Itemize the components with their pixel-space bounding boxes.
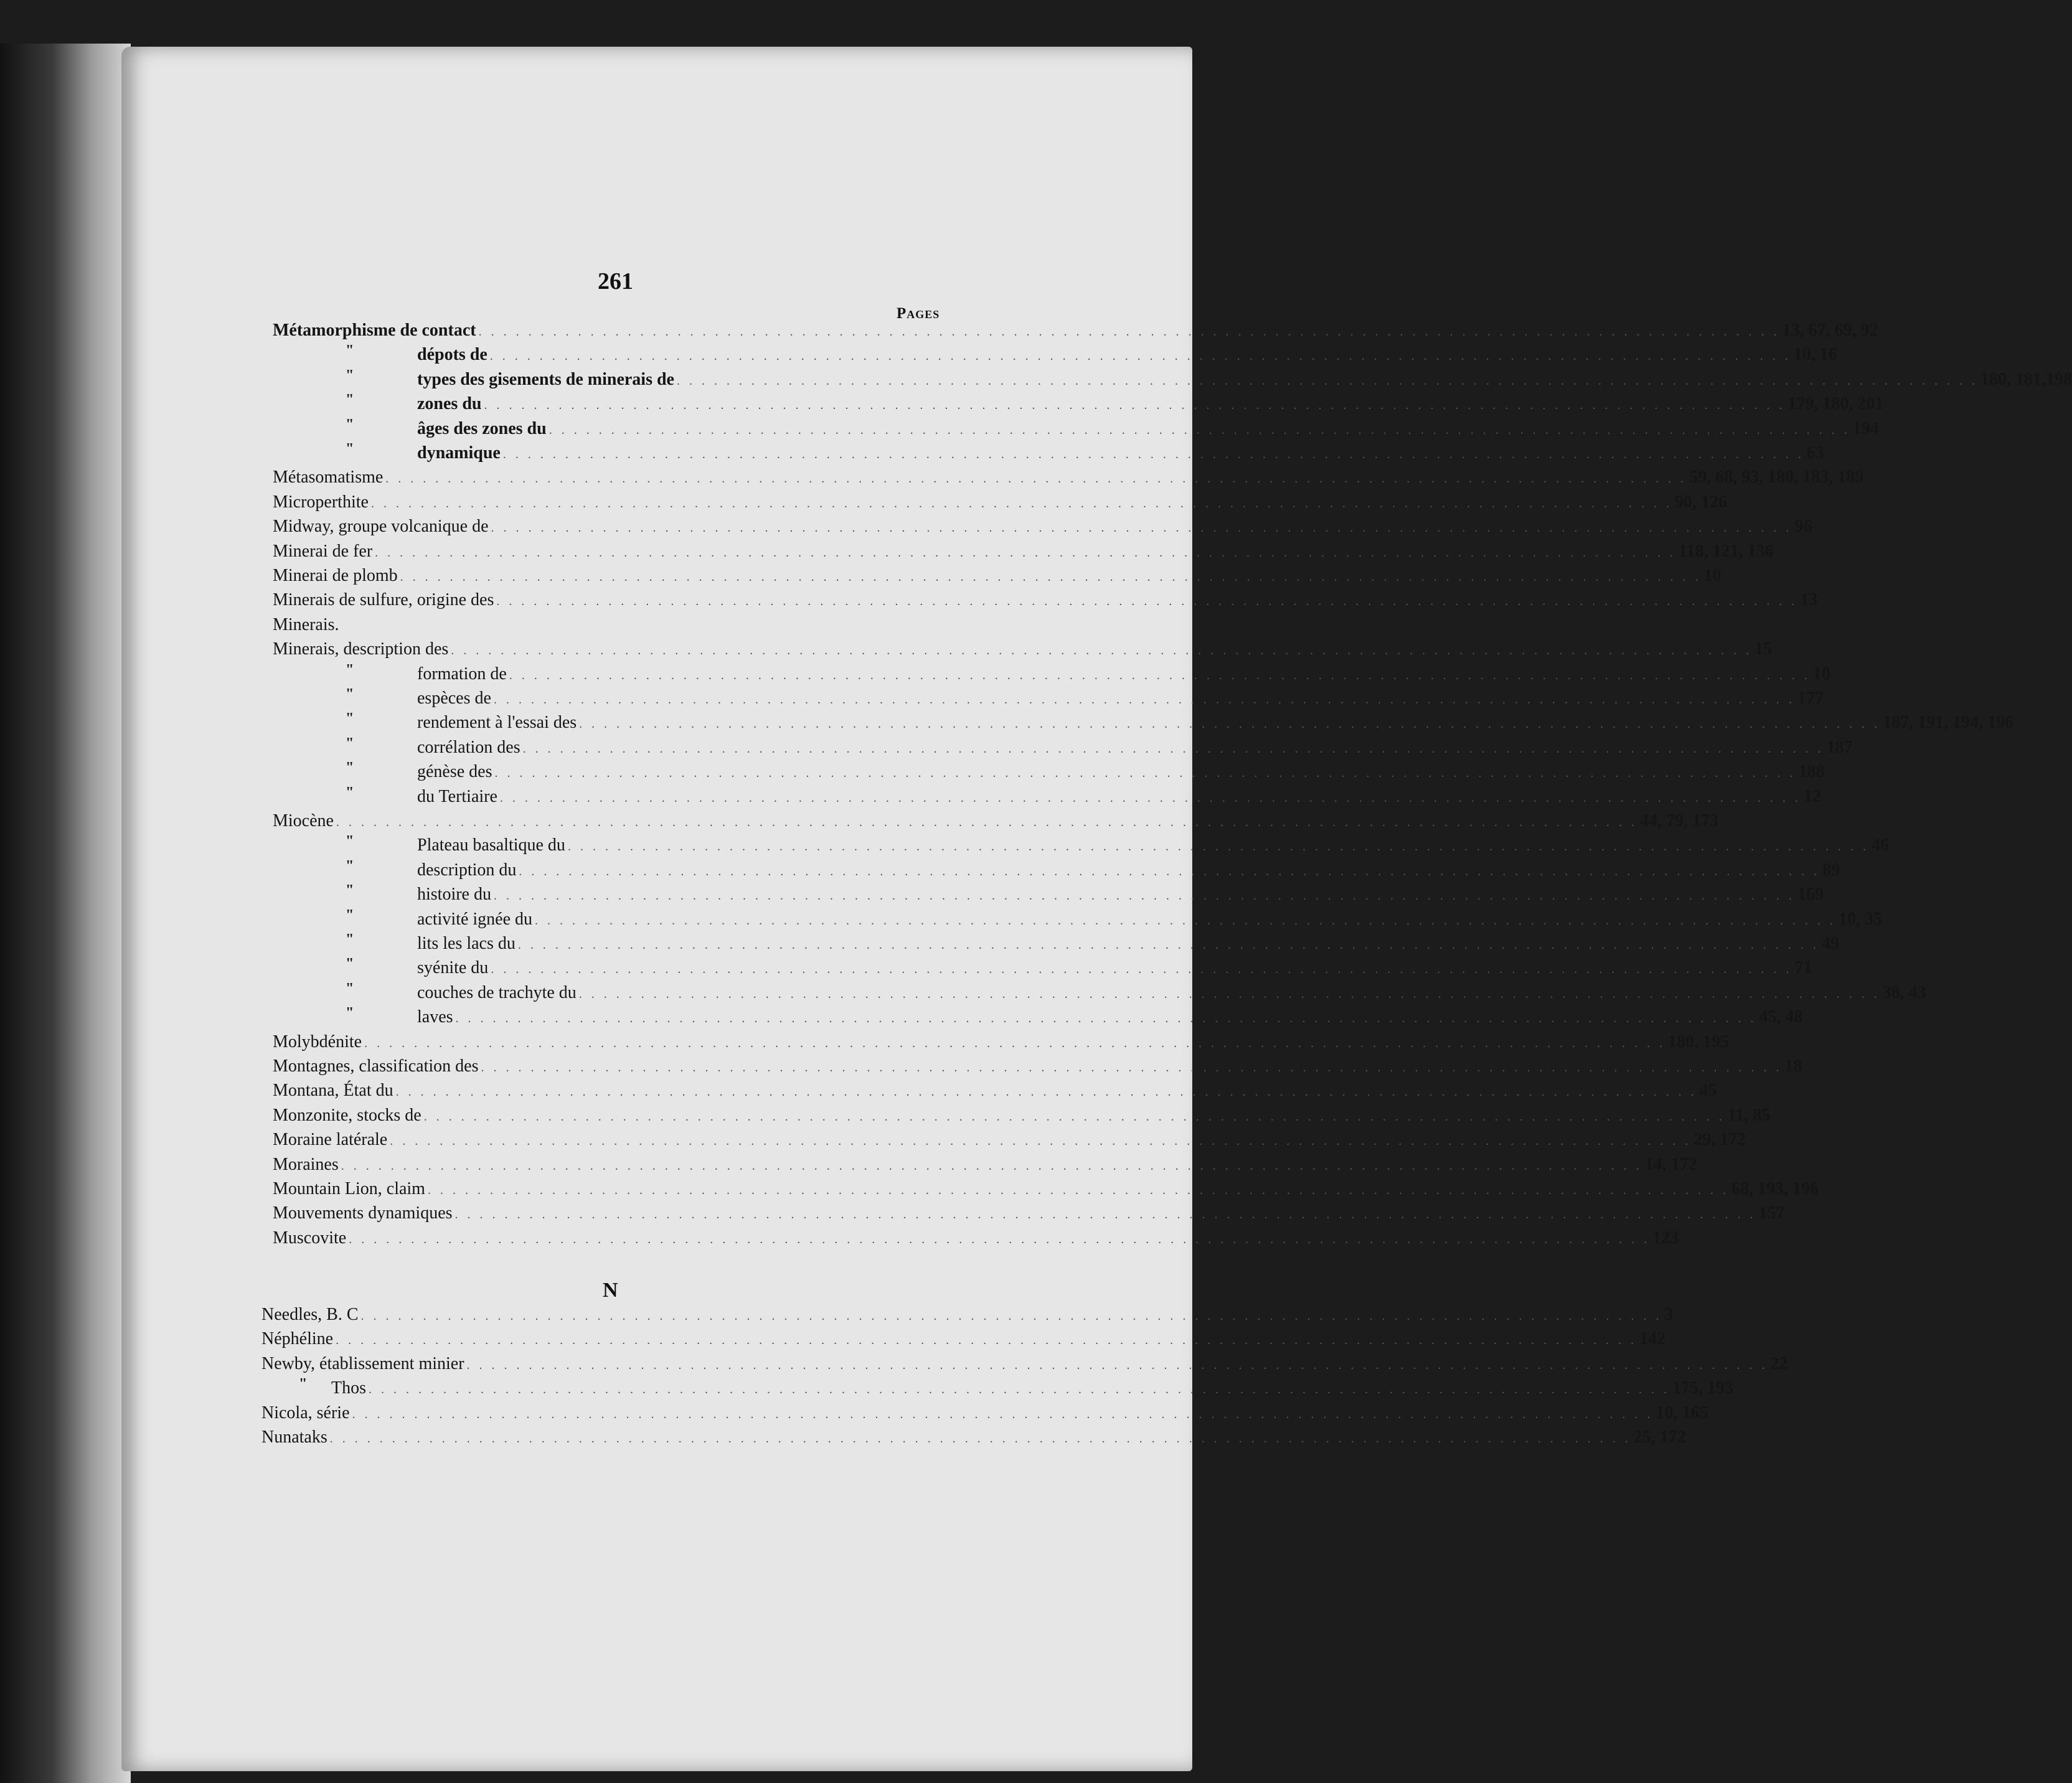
entry-pages: 10, 165 [1655, 1403, 1708, 1423]
ditto-mark: " [346, 956, 354, 972]
index-entry [417, 664, 1830, 687]
entry-label: Muscovite [273, 1228, 347, 1248]
index-entry [273, 1130, 1746, 1152]
ditto-mark: " [346, 857, 354, 874]
entry-pages: 11, 85 [1727, 1105, 1771, 1125]
entry-label: Métasomatisme [273, 468, 384, 487]
index-entry [273, 1203, 1785, 1226]
ditto-mark: " [346, 735, 354, 751]
dot-leader: . . . . . . . . . . . . . . . . . . . . . . . . . . . . . . . . . . . . . . . . . . . . . . . . . . . . . . . . . . . . . . . . . . . . . . . . . . . . . . . . . . . . . . . . . . . . . . . . . . . . . . . . . [494, 766, 1796, 781]
entry-label: âges des zones du [417, 418, 547, 438]
entry-pages: 46 [1871, 835, 1889, 855]
dot-leader: . . . . . . . . . . . . . . . . . . . . . . . . . . . . . . . . . . . . . . . . . . . . . . . . . . . . . . . . . . . . . . . . . . . . . . . . . . . . . . . . . . . . . . . . . . . . . . . . . . . . . . . . . [489, 349, 1791, 364]
index-entry [273, 590, 1818, 613]
dot-leader: . . . . . . . . . . . . . . . . . . . . . . . . . . . . . . . . . . . . . . . . . . . . . . . . . . . . . . . . . . . . . . . . . . . . . . . . . . . . . . . . . . . . . . . . . . . . . . . . . . . . . . . . . [451, 644, 1753, 658]
index-entry [261, 1353, 1788, 1376]
entry-pages: 10, 16 [1793, 345, 1837, 365]
dot-leader: . . . . . . . . . . . . . . . . . . . . . . . . . . . . . . . . . . . . . . . . . . . . . . . . . . . . . . . . . . . . . . . . . . . . . . . . . . . . . . . . . . . . . . . . . . . . . . . . . . . . . . . . . [454, 1208, 1756, 1222]
entry-pages: 59, 68, 93, 180, 183, 189 [1689, 468, 1864, 487]
index-entry [273, 615, 981, 637]
entry-label: laves [417, 1007, 453, 1027]
entry-label: description du [417, 860, 517, 880]
index-entry [273, 1154, 1697, 1177]
ditto-mark: " [346, 1005, 354, 1022]
entry-pages: 187, 191, 194, 196 [1883, 713, 2014, 733]
entry-label: Thos [331, 1378, 366, 1398]
entry-pages: 25, 172 [1633, 1428, 1686, 1447]
index-entry [273, 1228, 1679, 1251]
index-entry [273, 1056, 1802, 1079]
index-entry [273, 468, 1864, 490]
entry-pages: 44, 79, 173 [1639, 811, 1718, 830]
ditto-mark: " [346, 710, 354, 727]
dot-leader: . . . . . . . . . . . . . . . . . . . . . . . . . . . . . . . . . . . . . . . . . . . . . . . . . . . . . . . . . . . . . . . . . . . . . . . . . . . . . . . . . . . . . . . . . . . . . . . . . . . . . . . . . [535, 913, 1837, 928]
entry-label: Minerai de plomb [273, 566, 398, 585]
entry-label: Minerais, description des [273, 639, 449, 659]
section-letter-n: N [603, 1279, 618, 1302]
entry-label: Mountain Lion, claim [273, 1179, 425, 1198]
entry-pages: 90, 126 [1674, 492, 1727, 512]
entry-pages: 12 [1803, 786, 1821, 806]
entry-label: Needles, B. C [261, 1305, 359, 1324]
dot-leader: . . . . . . . . . . . . . . . . . . . . . . . . . . . . . . . . . . . . . . . . . . . . . . . . . . . . . . . . . . . . . . . . . . . . . . . . . . . . . . . . . . . . . . . . . . . . . . . . . . . . . . . . . [676, 374, 1978, 388]
entry-pages: 89 [1822, 860, 1840, 880]
index-entry [273, 517, 1812, 539]
entry-label: du Tertiaire [417, 786, 497, 806]
index-entry [417, 934, 1839, 956]
index-entry [261, 1329, 1666, 1352]
dot-leader: . . . . . . . . . . . . . . . . . . . . . . . . . . . . . . . . . . . . . . . . . . . . . . . . . . . . . . . . . . . . . . . . . . . . . . . . . . . . . . . . . . . . . . . . . . . . . . . . . . . . . . . . . [385, 472, 1687, 486]
entry-label: formation de [417, 664, 507, 684]
entry-pages: 14, 172 [1644, 1154, 1697, 1174]
dot-leader: . . . . . . . . . . . . . . . . . . . . . . . . . . . . . . . . . . . . . . . . . . . . . . . . . . . . . . . . . . . . . . . . . . . . . . . . . . . . . . . . . . . . . . . . . . . . . . . . . . . . . . . . . [370, 496, 1672, 510]
index-entry [417, 885, 1824, 907]
dot-leader: . . . . . . . . . . . . . . . . . . . . . . . . . . . . . . . . . . . . . . . . . . . . . . . . . . . . . . . . . . . . . . . . . . . . . . . . . . . . . . . . . . . . . . . . . . . . . . . . . . . . . . . . . [491, 521, 1792, 535]
entry-label: couches de trachyte du [417, 982, 577, 1002]
dot-leader: . . . . . . . . . . . . . . . . . . . . . . . . . . . . . . . . . . . . . . . . . . . . . . . . . . . . . . . . . . . . . . . . . . . . . . . . . . . . . . . . . . . . . . . . . . . . . . . . . . . . . . . . . [364, 1036, 1666, 1050]
dot-leader: . . . . . . . . . . . . . . . . . . . . . . . . . . . . . . . . . . . . . . . . . . . . . . . . . . . . . . . . . . . . . . . . . . . . . . . . . . . . . . . . . . . . . . . . . . . . . . . . . . . . . . . . . [336, 816, 1637, 829]
entry-pages: 29, 172 [1693, 1130, 1746, 1150]
entry-pages: 22 [1770, 1353, 1788, 1373]
dot-leader: . . . . . . . . . . . . . . . . . . . . . . . . . . . . . . . . . . . . . . . . . . . . . . . . . . . . . . . . . . . . . . . . . . . . . . . . . . . . . . . . . . . . . . . . . . . . . . . . . . . . . . . . . [466, 1358, 1768, 1372]
entry-label: Midway, groupe volcanique de [273, 517, 489, 537]
ditto-mark: " [346, 760, 354, 776]
entry-label: Monzonite, stocks de [273, 1105, 421, 1125]
entry-label: types des gisements de minerais de [417, 369, 674, 389]
index-entry [417, 1007, 1803, 1030]
dot-leader: . . . . . . . . . . . . . . . . . . . . . . . . . . . . . . . . . . . . . . . . . . . . . . . . . . . . . . . . . . . . . . . . . . . . . . . . . . . . . . . . . . . . . . . . . . . . . . . . . . . . . . . . . [369, 1383, 1670, 1397]
index-entry [417, 982, 1926, 1005]
index-entry [417, 860, 1840, 883]
dot-leader: . . . . . . . . . . . . . . . . . . . . . . . . . . . . . . . . . . . . . . . . . . . . . . . . . . . . . . . . . . . . . . . . . . . . . . . . . . . . . . . . . . . . . . . . . . . . . . . . . . . . . . . . . [567, 840, 1869, 854]
entry-pages: 96 [1794, 517, 1812, 537]
entry-label: Moraines [273, 1154, 339, 1174]
index-entry [273, 541, 1774, 564]
index-entry [261, 1428, 1686, 1450]
dot-leader: . . . . . . . . . . . . . . . . . . . . . . . . . . . . . . . . . . . . . . . . . . . . . . . . . . . . . . . . . . . . . . . . . . . . . . . . . . . . . . . . . . . . . . . . . . . . . . . . . . . . . . . . . [481, 1061, 1782, 1075]
index-entry [417, 786, 1821, 809]
entry-pages: 180, 195 [1668, 1032, 1730, 1051]
entry-label: syénite du [417, 958, 489, 978]
entry-pages: 18 [1784, 1056, 1802, 1076]
entry-pages: 175, 193 [1672, 1378, 1733, 1398]
ditto-mark: " [346, 441, 354, 457]
entry-pages: 177 [1797, 689, 1824, 708]
entry-label: zones du [417, 394, 482, 414]
entry-pages: 45, 48 [1759, 1007, 1803, 1027]
index-entry [417, 713, 2014, 735]
entry-pages: 169 [1797, 885, 1824, 905]
ditto-mark: " [346, 833, 354, 850]
entry-pages: 49 [1821, 934, 1839, 953]
entry-label: Miocène [273, 811, 334, 830]
dot-leader: . . . . . . . . . . . . . . . . . . . . . . . . . . . . . . . . . . . . . . . . . . . . . . . . . . . . . . . . . . . . . . . . . . . . . . . . . . . . . . . . . . . . . . . . . . . . . . . . . . . . . . . . . [494, 889, 1795, 903]
pages-column-header: Pages [897, 305, 940, 322]
index-entry [273, 492, 1727, 515]
entry-label: Minerais de sulfure, origine des [273, 590, 494, 610]
entry-label: Nicola, série [261, 1403, 350, 1423]
entry-label: Nunataks [261, 1428, 327, 1447]
entry-pages: 10 [1703, 566, 1721, 585]
dot-leader: . . . . . . . . . . . . . . . . . . . . . . . . . . . . . . . . . . . . . . . . . . . . . . . . . . . . . . . . . . . . . . . . . . . . . . . . . . . . . . . . . . . . . . . . . . . . . . . . . . . . . . . . . [579, 717, 1881, 732]
ditto-mark: " [346, 784, 354, 801]
entry-label: lits les lacs du [417, 934, 516, 953]
entry-pages: 13, 67, 69, 92 [1782, 321, 1878, 340]
dot-leader: . . . . . . . . . . . . . . . . . . . . . . . . . . . . . . . . . . . . . . . . . . . . . . . . . . . . . . . . . . . . . . . . . . . . . . . . . . . . . . . . . . . . . . . . . . . . . . . . . . . . . . . . . [493, 693, 1795, 707]
index-entry [273, 1179, 1819, 1202]
entry-pages: 13 [1800, 590, 1818, 610]
index-entry [417, 835, 1889, 858]
index-entry [273, 1105, 1771, 1128]
dot-leader: . . . . . . . . . . . . . . . . . . . . . . . . . . . . . . . . . . . . . . . . . . . . . . . . . . . . . . . . . . . . . . . . . . . . . . . . . . . . . . . . . . . . . . . . . . . . . . . . . . . . . . . . . [478, 325, 1780, 339]
dot-leader: . . . . . . . . . . . . . . . . . . . . . . . . . . . . . . . . . . . . . . . . . . . . . . . . . . . . . . . . . . . . . . . . . . . . . . . . . . . . . . . . . . . . . . . . . . . . . . . . . . . . . . . . . [400, 570, 1702, 584]
ditto-mark: " [346, 392, 354, 408]
entry-label: Minerai de fer [273, 541, 373, 561]
dot-leader: . . . . . . . . . . . . . . . . . . . . . . . . . . . . . . . . . . . . . . . . . . . . . . . . . . . . . . . . . . . . . . . . . . . . . . . . . . . . . . . . . . . . . . . . . . . . . . . . . . . . . . . . . [519, 864, 1820, 878]
dot-leader: . . . . . . . . . . . . . . . . . . . . . . . . . . . . . . . . . . . . . . . . . . . . . . . . . . . . . . . . . . . . . . . . . . . . . . . . . . . . . . . . . . . . . . . . . . . . . . . . . . . . . . . . . [390, 1134, 1692, 1149]
index-entry [273, 1081, 1717, 1103]
entry-label: rendement à l'essai des [417, 713, 577, 733]
index-entry [417, 418, 1879, 441]
dot-leader: . . . . . . . . . . . . . . . . . . . . . . . . . . . . . . . . . . . . . . . . . . . . . . . . . . . . . . . . . . . . . . . . . . . . . . . . . . . . . . . . . . . . . . . . . . . . . . . . . . . . . . . . . [341, 1159, 1642, 1173]
ditto-mark: " [346, 367, 354, 383]
entry-pages: 188 [1798, 762, 1825, 782]
ditto-mark: " [346, 661, 354, 678]
entry-label: Montagnes, classification des [273, 1056, 479, 1076]
index-entry [273, 321, 1878, 343]
entry-label: activité ignée du [417, 909, 533, 929]
entry-pages: 180, 181,198 [1980, 369, 2072, 389]
index-entry [417, 394, 1884, 416]
dot-leader: . . . . . . . . . . . . . . . . . . . . . . . . . . . . . . . . . . . . . . . . . . . . . . . . . . . . . . . . . . . . . . . . . . . . . . . . . . . . . . . . . . . . . . . . . . . . . . . . . . . . . . . . . [360, 1309, 1662, 1323]
entry-pages: 15 [1754, 639, 1773, 659]
dot-leader: . . . . . . . . . . . . . . . . . . . . . . . . . . . . . . . . . . . . . . . . . . . . . . . . . . . . . . . . . . . . . . . . . . . . . . . . . . . . . . . . . . . . . . . . . . . . . . . . . . . . . . . . . [329, 1432, 1631, 1446]
index-entry [261, 1305, 1674, 1327]
entry-label: Plateau basaltique du [417, 835, 565, 855]
entry-label: corrélation des [417, 737, 520, 757]
entry-label: Microperthite [273, 492, 369, 512]
index-entry [417, 369, 2072, 392]
entry-pages: 179, 180, 201 [1787, 394, 1884, 414]
dot-leader: . . . . . . . . . . . . . . . . . . . . . . . . . . . . . . . . . . . . . . . . . . . . . . . . . . . . . . . . . . . . . . . . . . . . . . . . . . . . . . . . . . . . . . . . . . . . . . . . . . . . . . . . . [499, 791, 1801, 805]
ditto-mark: " [346, 882, 354, 899]
entry-label: Molybdénite [273, 1032, 362, 1051]
entry-pages: 68, 193, 196 [1731, 1179, 1819, 1198]
dot-leader: . . . . . . . . . . . . . . . . . . . . . . . . . . . . . . . . . . . . . . . . . . . . . . . . . . . . . . . . . . . . . . . . . . . . . . . . . . . . . . . . . . . . . . . . . . . . . . . . . . . . . . . . . [484, 398, 1786, 413]
entry-label: dynamique [417, 443, 501, 463]
dot-leader: . . . . . . . . . . . . . . . . . . . . . . . . . . . . . . . . . . . . . . . . . . . . . . . . . . . . . . . . . . . . . . . . . . . . . . . . . . . . . . . . . . . . . . . . . . . . . . . . . . . . . . . . . [502, 448, 1804, 461]
entry-label: génèse des [417, 762, 492, 782]
entry-label: Newby, établissement minier [261, 1353, 464, 1373]
entry-label: Minerais. [273, 614, 339, 634]
index-entry [417, 443, 1824, 466]
entry-pages: 157 [1758, 1203, 1785, 1223]
entry-pages: 3 [1664, 1305, 1674, 1324]
dot-leader: . . . . . . . . . . . . . . . . . . . . . . . . . . . . . . . . . . . . . . . . . . . . . . . . . . . . . . . . . . . . . . . . . . . . . . . . . . . . . . . . . . . . . . . . . . . . . . . . . . . . . . . . . [455, 1012, 1757, 1026]
dot-leader: . . . . . . . . . . . . . . . . . . . . . . . . . . . . . . . . . . . . . . . . . . . . . . . . . . . . . . . . . . . . . . . . . . . . . . . . . . . . . . . . . . . . . . . . . . . . . . . . . . . . . . . . . [517, 938, 1819, 952]
index-entry [417, 958, 1812, 981]
ditto-mark: " [346, 931, 354, 948]
entry-pages: 63 [1806, 443, 1824, 463]
index-entry [273, 811, 1718, 834]
dot-leader: . . . . . . . . . . . . . . . . . . . . . . . . . . . . . . . . . . . . . . . . . . . . . . . . . . . . . . . . . . . . . . . . . . . . . . . . . . . . . . . . . . . . . . . . . . . . . . . . . . . . . . . . . [496, 595, 1798, 609]
ditto-mark: " [346, 980, 354, 997]
dot-leader: . . . . . . . . . . . . . . . . . . . . . . . . . . . . . . . . . . . . . . . . . . . . . . . . . . . . . . . . . . . . . . . . . . . . . . . . . . . . . . . . . . . . . . . . . . . . . . . . . . . . . . . . . [549, 423, 1850, 437]
index-entry [417, 909, 1883, 932]
dot-leader: . . . . . . . . . . . . . . . . . . . . . . . . . . . . . . . . . . . . . . . . . . . . . . . . . . . . . . . . . . . . . . . . . . . . . . . . . . . . . . . . . . . . . . . . . . . . . . . . . . . . . . . . . [578, 987, 1880, 1001]
entry-label: Montana, État du [273, 1081, 393, 1101]
dot-leader: . . . . . . . . . . . . . . . . . . . . . . . . . . . . . . . . . . . . . . . . . . . . . . . . . . . . . . . . . . . . . . . . . . . . . . . . . . . . . . . . . . . . . . . . . . . . . . . . . . . . . . . . . [352, 1407, 1654, 1421]
ditto-mark: " [346, 416, 354, 433]
ditto-mark: " [346, 342, 354, 359]
index-entry [417, 737, 1853, 760]
entry-label: Néphéline [261, 1329, 334, 1349]
index-entry [273, 639, 1773, 662]
entry-label: dépots de [417, 345, 487, 365]
entry-pages: 45 [1699, 1081, 1717, 1101]
entry-label: espèces de [417, 689, 491, 708]
entry-label: histoire du [417, 885, 491, 905]
entry-pages: 38, 43 [1882, 982, 1926, 1002]
entry-pages: 123 [1652, 1228, 1679, 1248]
dot-leader: . . . . . . . . . . . . . . . . . . . . . . . . . . . . . . . . . . . . . . . . . . . . . . . . . . . . . . . . . . . . . . . . . . . . . . . . . . . . . . . . . . . . . . . . . . . . . . . . . . . . . . . . . [427, 1183, 1729, 1197]
ditto-mark: " [346, 906, 354, 923]
entry-pages: 194 [1852, 418, 1879, 438]
ditto-mark: " [346, 686, 354, 702]
index-entry [417, 689, 1824, 711]
index-entry [417, 762, 1825, 784]
dot-leader: . . . . . . . . . . . . . . . . . . . . . . . . . . . . . . . . . . . . . . . . . . . . . . . . . . . . . . . . . . . . . . . . . . . . . . . . . . . . . . . . . . . . . . . . . . . . . . . . . . . . . . . . . [509, 668, 1811, 682]
dot-leader: . . . . . . . . . . . . . . . . . . . . . . . . . . . . . . . . . . . . . . . . . . . . . . . . . . . . . . . . . . . . . . . . . . . . . . . . . . . . . . . . . . . . . . . . . . . . . . . . . . . . . . . . . [336, 1334, 1637, 1348]
index-entry [273, 566, 1721, 588]
index-entry [273, 1032, 1730, 1055]
entry-pages: 118, 121, 136 [1679, 541, 1774, 561]
entry-pages: 71 [1794, 958, 1812, 978]
ditto-mark: " [299, 1376, 308, 1393]
dot-leader: . . . . . . . . . . . . . . . . . . . . . . . . . . . . . . . . . . . . . . . . . . . . . . . . . . . . . . . . . . . . . . . . . . . . . . . . . . . . . . . . . . . . . . . . . . . . . . . . . . . . . . . . . [491, 962, 1792, 977]
index-entry [261, 1403, 1708, 1426]
dot-leader: . . . . . . . . . . . . . . . . . . . . . . . . . . . . . . . . . . . . . . . . . . . . . . . . . . . . . . . . . . . . . . . . . . . . . . . . . . . . . . . . . . . . . . . . . . . . . . . . . . . . . . . . . [423, 1109, 1725, 1124]
entry-pages: 142 [1639, 1329, 1666, 1349]
dot-leader: . . . . . . . . . . . . . . . . . . . . . . . . . . . . . . . . . . . . . . . . . . . . . . . . . . . . . . . . . . . . . . . . . . . . . . . . . . . . . . . . . . . . . . . . . . . . . . . . . . . . . . . . . [375, 545, 1677, 560]
entry-pages: 10 [1812, 664, 1830, 684]
entry-label: Moraine latérale [273, 1130, 388, 1150]
entry-label: Métamorphisme de contact [273, 321, 476, 340]
entry-pages: 187 [1826, 737, 1853, 757]
index-entry [417, 345, 1837, 367]
page-number: 261 [598, 268, 633, 294]
dot-leader: . . . . . . . . . . . . . . . . . . . . . . . . . . . . . . . . . . . . . . . . . . . . . . . . . . . . . . . . . . . . . . . . . . . . . . . . . . . . . . . . . . . . . . . . . . . . . . . . . . . . . . . . . [395, 1085, 1697, 1099]
dot-leader: . . . . . . . . . . . . . . . . . . . . . . . . . . . . . . . . . . . . . . . . . . . . . . . . . . . . . . . . . . . . . . . . . . . . . . . . . . . . . . . . . . . . . . . . . . . . . . . . . . . . . . . . . [522, 741, 1824, 756]
index-entry [331, 1378, 1733, 1401]
facing-page-edge [0, 44, 131, 1783]
dot-leader: . . . . . . . . . . . . . . . . . . . . . . . . . . . . . . . . . . . . . . . . . . . . . . . . . . . . . . . . . . . . . . . . . . . . . . . . . . . . . . . . . . . . . . . . . . . . . . . . . . . . . . . . . [349, 1232, 1651, 1246]
entry-pages: 10, 35 [1839, 909, 1883, 929]
entry-label: Mouvements dynamiques [273, 1203, 453, 1223]
